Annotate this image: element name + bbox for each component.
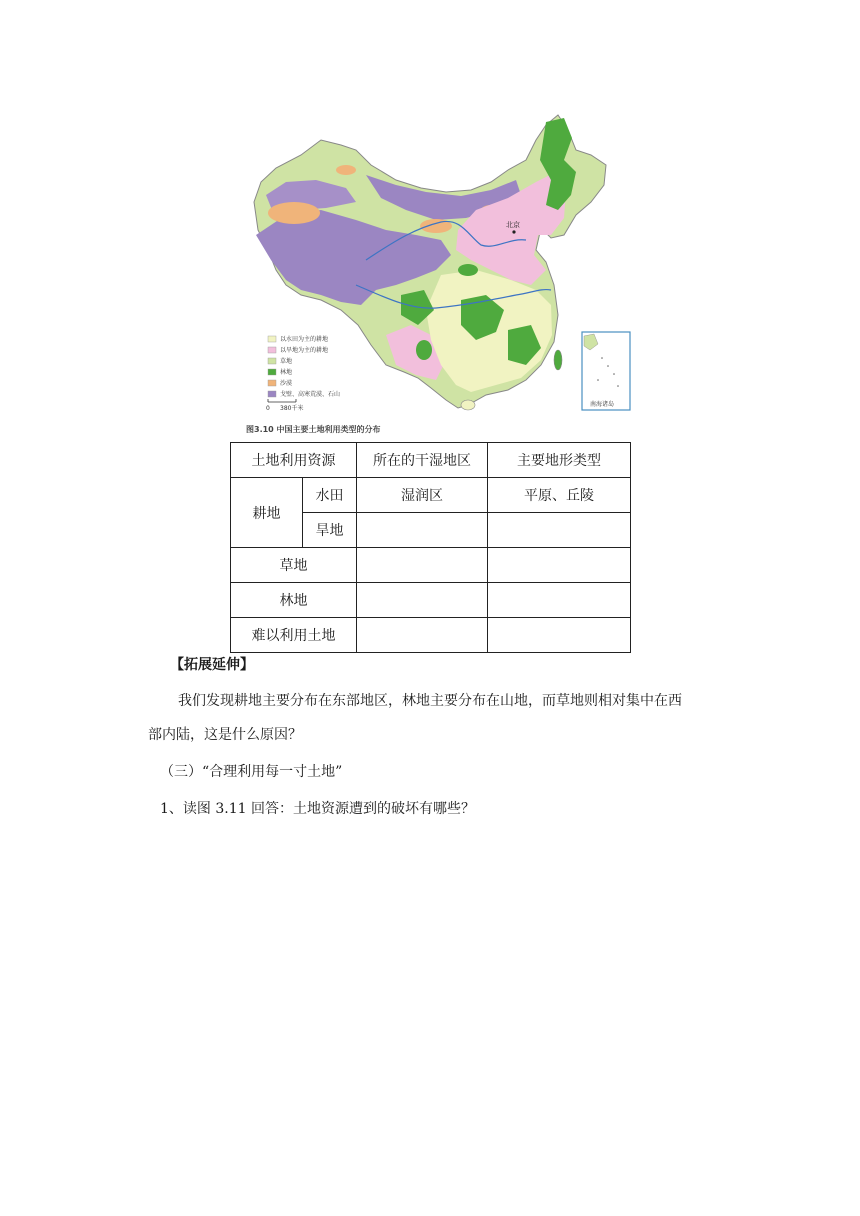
paragraph-line-1: 我们发现耕地主要分布在东部地区，林地主要分布在山地，而草地则相对集中在西 bbox=[178, 693, 682, 709]
map-island-hainan bbox=[461, 400, 475, 410]
map-svg bbox=[246, 110, 646, 415]
cell-paddy-label: 水田 bbox=[303, 478, 357, 513]
cell-grassland-label: 草地 bbox=[231, 548, 357, 583]
cell-paddy-region: 湿润区 bbox=[357, 478, 488, 513]
legend-label-gobi: 戈壁、高寒荒漠、石山 bbox=[280, 391, 341, 398]
cell-grassland-region bbox=[357, 548, 488, 583]
map-region-forest-yunnan bbox=[416, 340, 432, 360]
header-cell-terrain: 主要地形类型 bbox=[488, 443, 631, 478]
section-heading-extension: 【拓展延伸】 bbox=[170, 657, 254, 673]
cell-forest-label: 林地 bbox=[231, 583, 357, 618]
legend-swatch-dryland bbox=[268, 347, 276, 353]
header-cell-resource: 土地利用资源 bbox=[231, 443, 357, 478]
paragraph-line-2: 部内陆，这是什么原因？ bbox=[148, 727, 302, 743]
cell-paddy-terrain: 平原、丘陵 bbox=[488, 478, 631, 513]
land-use-table bbox=[230, 442, 631, 653]
cell-grassland-terrain bbox=[488, 548, 631, 583]
land-use-map bbox=[246, 110, 646, 415]
scale-start-label: 0 bbox=[266, 405, 270, 412]
table-row bbox=[231, 548, 631, 583]
map-region-desert-north bbox=[336, 165, 356, 175]
cell-dry-terrain bbox=[488, 513, 631, 548]
cell-unusable-label: 难以利用土地 bbox=[231, 618, 357, 653]
map-beijing-marker bbox=[512, 230, 515, 233]
legend-swatch-gobi bbox=[268, 391, 276, 397]
legend-label-paddy: 以水田为主的耕地 bbox=[280, 336, 329, 343]
map-region-taklamakan bbox=[268, 202, 320, 224]
legend-label-grassland: 草地 bbox=[280, 358, 293, 365]
scale-end-label: 380千米 bbox=[280, 405, 304, 412]
cell-forest-terrain bbox=[488, 583, 631, 618]
cell-dry-region bbox=[357, 513, 488, 548]
cell-dry-label: 旱地 bbox=[303, 513, 357, 548]
cell-cultivated: 耕地 bbox=[231, 478, 303, 548]
figure-caption: 图3.10 中国主要土地利用类型的分布 bbox=[246, 425, 381, 434]
map-scale-bar bbox=[266, 399, 303, 412]
question-1: 1、读图 3.11 回答：土地资源遭到的破坏有哪些？ bbox=[160, 801, 475, 817]
legend-swatch-forest bbox=[268, 369, 276, 375]
map-legend bbox=[268, 335, 340, 398]
header-cell-region: 所在的干湿地区 bbox=[357, 443, 488, 478]
map-island-taiwan bbox=[554, 350, 562, 370]
section-title-three: （三）“合理利用每一寸土地” bbox=[160, 764, 343, 780]
legend-swatch-paddy bbox=[268, 336, 276, 342]
map-inset-south-china-sea bbox=[582, 332, 630, 410]
table-row bbox=[231, 478, 631, 513]
map-region-forest-central bbox=[458, 264, 478, 276]
cell-forest-region bbox=[357, 583, 488, 618]
legend-swatch-grassland bbox=[268, 358, 276, 364]
legend-label-dryland: 以旱地为主的耕地 bbox=[280, 347, 329, 354]
table-row bbox=[231, 618, 631, 653]
cell-unusable-region bbox=[357, 618, 488, 653]
legend-label-desert: 沙漠 bbox=[280, 380, 293, 387]
legend-label-forest: 林地 bbox=[280, 369, 293, 376]
map-beijing-label: 北京 bbox=[506, 221, 520, 229]
legend-swatch-desert bbox=[268, 380, 276, 386]
inset-label: 南海诸岛 bbox=[590, 401, 615, 408]
table-header-row bbox=[231, 443, 631, 478]
cell-unusable-terrain bbox=[488, 618, 631, 653]
table-row bbox=[231, 583, 631, 618]
